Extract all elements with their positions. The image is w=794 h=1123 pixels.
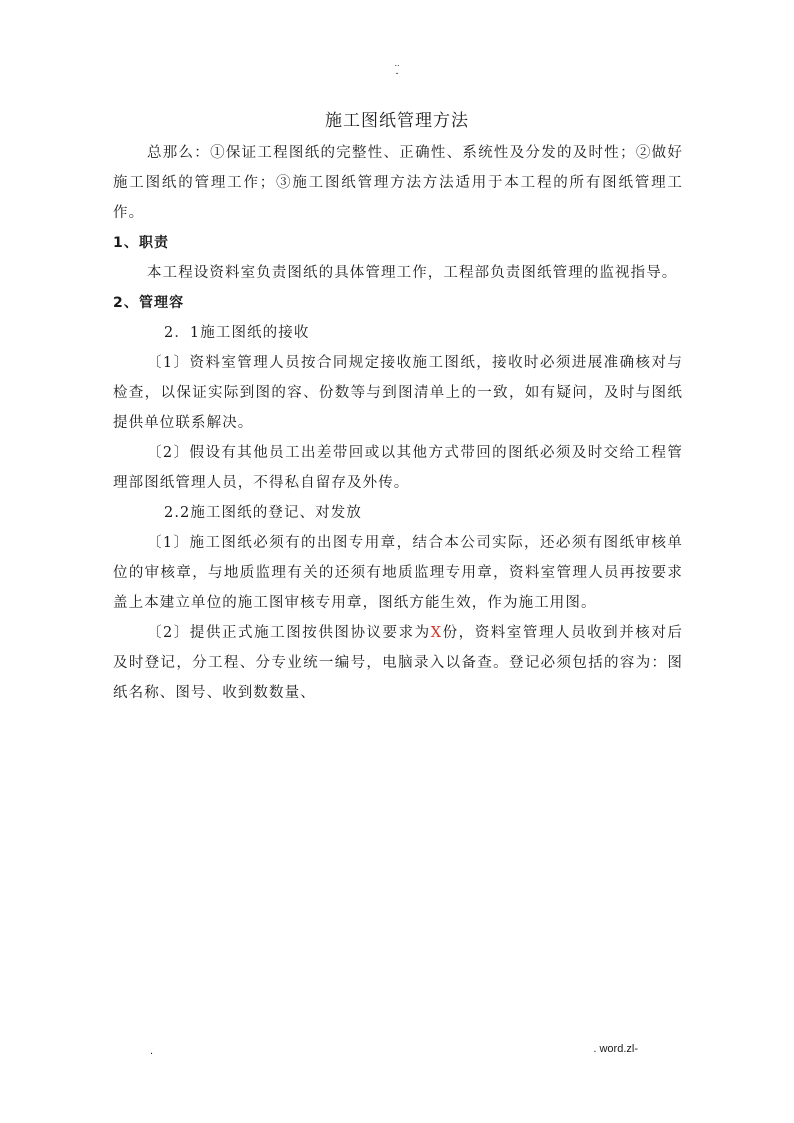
section-heading-content: 2、管理容 [113,295,185,311]
receipt-item-1: 〔1〕资料室管理人员按合同规定接收施工图纸，接收时必须进展准确核对与检查，以保证实际到图的容、份数等与到图清单上的一致，如有疑问，及时与图纸提供单位联系解决。 [113,355,683,431]
header-mark-bottom: - [395,68,399,78]
subsection-heading-registration: 2.2施工图纸的登记、对发放 [164,505,362,521]
document-body [113,138,683,708]
section-heading-duties: 1、职责 [113,235,170,251]
intro-paragraph: 总那么：①保证工程图纸的完整性、正确性、系统性及分发的及时性；②做好施工图纸的管理工作；③施工图纸管理方法方法适用于本工程的所有图纸管理工作。 [113,145,683,221]
header-mark-top: .. [394,58,400,68]
footer-left-mark: . [150,1045,154,1057]
registration-item-1: 〔1〕施工图纸必须有的出图专用章，结合本公司实际，还必须有图纸审核单位的审核章，与地质监理有关的还须有地质监理专用章，资料室管理人员再按要求盖上本建立单位的施工图审核专用章，图纸方能生效，作为施工用图。 [113,535,683,611]
registration-item-2-part-b: 份，资料室管理人员收到并核对后及时登记，分工程、分专业统一编号，电脑录入以备查。登记必须包括的容为：图纸名称、图号、收到数数量、 [113,625,684,701]
subsection-heading-receipt: 2．1施工图纸的接收 [164,325,310,341]
registration-item-2-part-a: 〔2〕提供正式施工图按供图协议要求为 [147,625,431,641]
receipt-item-2: 〔2〕假设有其他员工出差带回或以其他方式带回的图纸必须及时交给工程管理部图纸管理人员，不得私自留存及外传。 [113,445,683,491]
copies-placeholder: X [430,625,443,641]
section-text-duties: 本工程设资料室负责图纸的具体管理工作，工程部负责图纸管理的监视指导。 [147,265,678,281]
header-mark [0,58,794,78]
document-title: 施工图纸管理方法 [325,111,469,131]
registration-item-2 [113,618,683,708]
footer-watermark: . word.zl- [593,1043,638,1055]
